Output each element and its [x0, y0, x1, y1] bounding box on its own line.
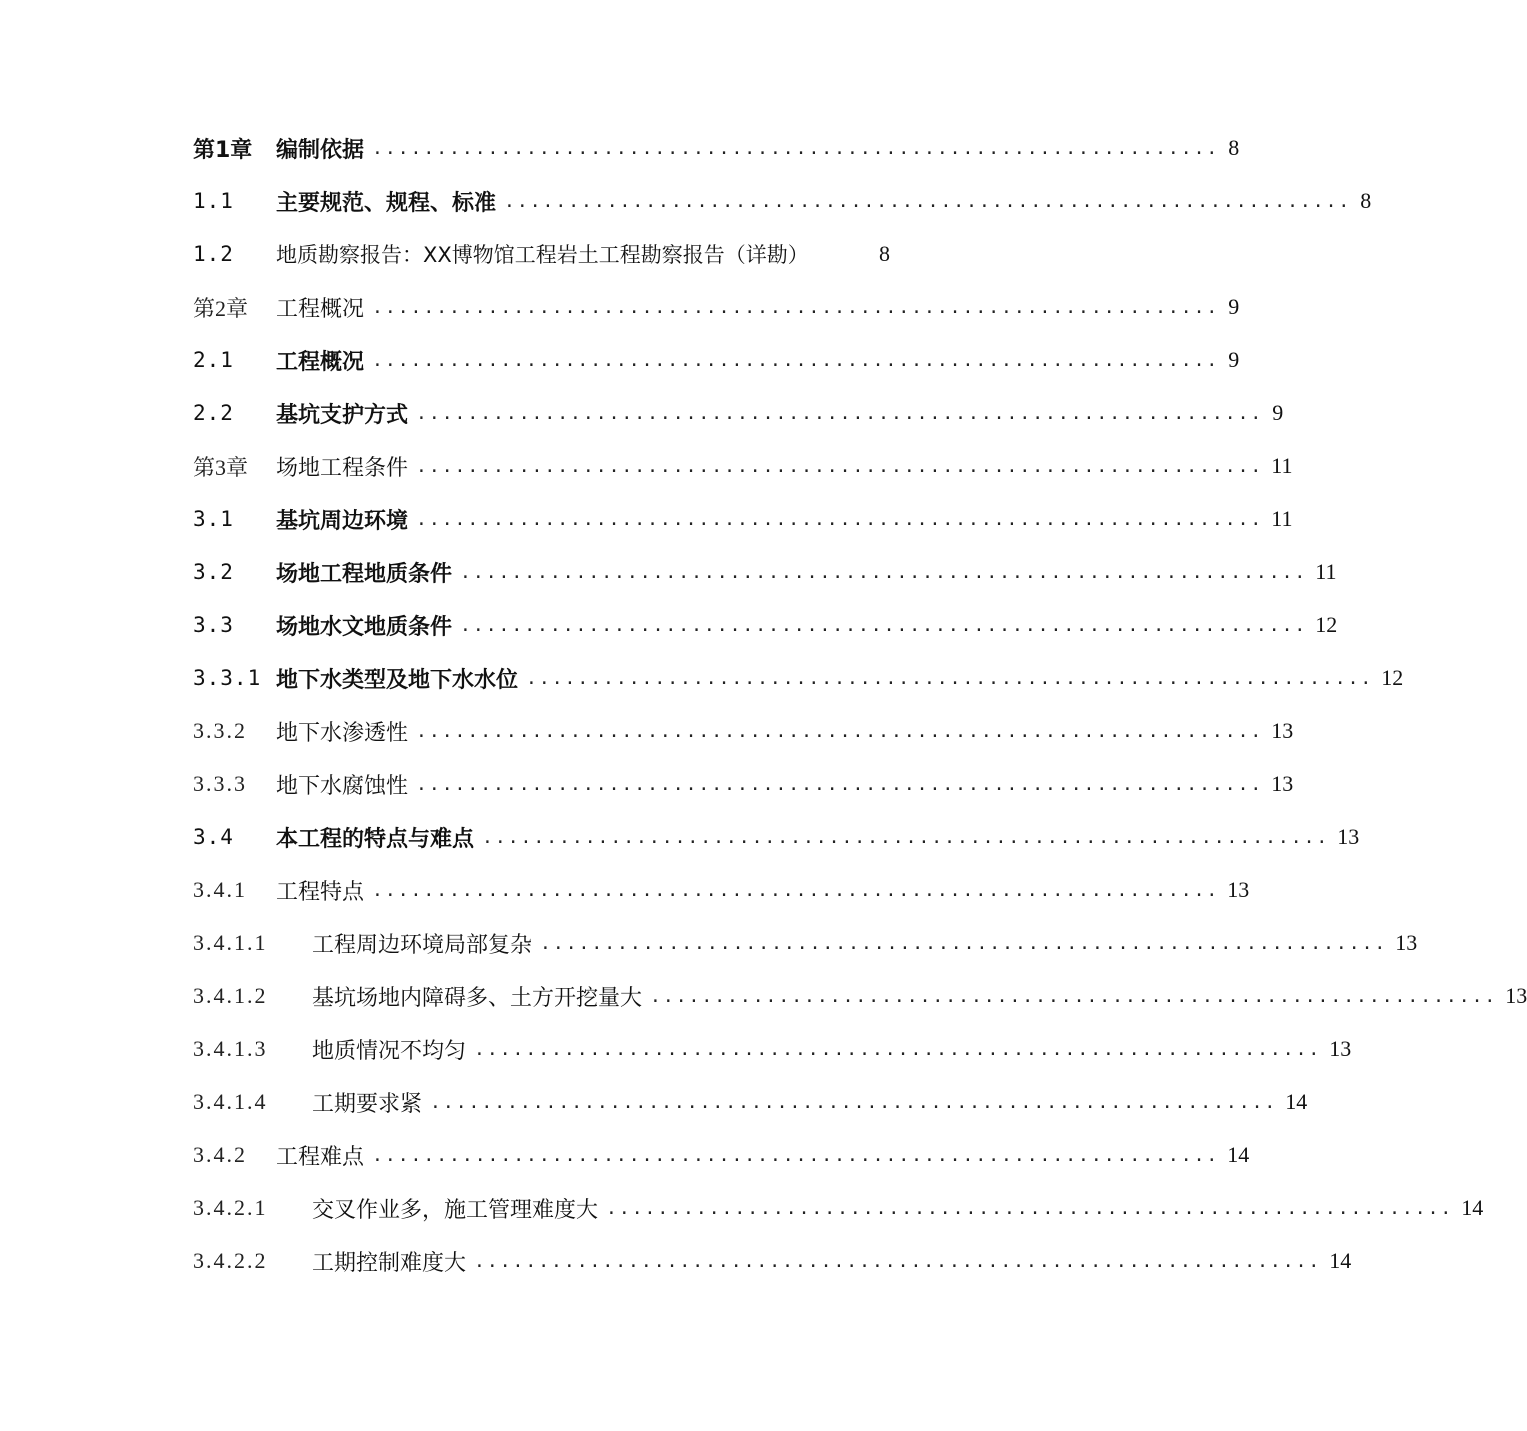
toc-entry-title: 工程难点 [276, 1144, 365, 1170]
toc-entry-title: 基坑周边环境 [276, 508, 409, 534]
toc-entry-3-4[interactable] [193, 817, 1360, 857]
toc-entry-number: 2.1 [193, 348, 234, 372]
toc-entry-number: 3.3.2 [193, 718, 247, 743]
toc-entry-page: 14 [1329, 1248, 1352, 1273]
toc-entry-number: 3.4.2.1 [193, 1195, 268, 1220]
toc-dot-leader: .................................................................. [416, 508, 1264, 530]
toc-entry-title: 基坑场地内障碍多、土方开挖量大 [312, 985, 643, 1011]
toc-entry-number: 3.4.1.1 [193, 930, 268, 955]
toc-dot-leader: .................................................................. [416, 720, 1264, 742]
toc-dot-leader: .................................................................. [460, 561, 1308, 583]
toc-entry-number: 3.4.1 [193, 877, 247, 902]
toc-entry-3-2[interactable] [193, 552, 1337, 592]
toc-entry-title: 地质情况不均匀 [312, 1038, 467, 1064]
toc-entry-3-3[interactable] [193, 605, 1338, 645]
toc-entry-2-2[interactable] [193, 393, 1284, 433]
toc-entry-title: 场地工程地质条件 [276, 561, 453, 587]
toc-entry-number: 2.2 [193, 401, 234, 425]
toc-entry-title: 场地工程条件 [276, 455, 409, 481]
toc-entry-number: 3.4 [193, 825, 234, 849]
toc-entry-3-1[interactable] [193, 499, 1293, 539]
toc-entry-number: 第2章 [193, 295, 249, 321]
toc-dot-leader: .................................................................. [474, 1250, 1322, 1272]
toc-entry-title: 地下水腐蚀性 [276, 773, 409, 799]
toc-entry-number: 3.4.2.2 [193, 1248, 268, 1273]
toc-entry-page: 14 [1227, 1142, 1250, 1167]
toc-entry-number: 3.1 [193, 507, 234, 531]
toc-entry-page: 14 [1285, 1089, 1308, 1114]
toc-entry-title: 工程特点 [276, 879, 365, 905]
toc-dot-leader: .................................................................. [474, 1038, 1322, 1060]
toc-entry-number: 3.4.2 [193, 1142, 247, 1167]
toc-entry-page: 13 [1395, 930, 1418, 955]
toc-entry-3-4-1-3[interactable] [193, 1029, 1352, 1069]
toc-dot-leader: .................................................................. [430, 1091, 1278, 1113]
toc-entry-page: 9 [1272, 400, 1284, 425]
toc-dot-leader: .................................................................. [416, 402, 1264, 424]
toc-entry-title: 交叉作业多，施工管理难度大 [312, 1197, 599, 1223]
toc-entry-3-4-1[interactable] [193, 870, 1250, 910]
toc-entry-1-2[interactable] [193, 234, 890, 274]
toc-dot-leader: .................................................................. [606, 1197, 1454, 1219]
toc-entry-page: 11 [1315, 559, 1337, 584]
toc-entry-number: 3.3.1 [193, 666, 262, 690]
toc-entry-3-4-2[interactable] [193, 1135, 1250, 1175]
toc-dot-leader: .................................................................. [416, 773, 1264, 795]
toc-dot-leader: .................................................................. [372, 349, 1220, 371]
toc-entry-page: 13 [1271, 771, 1294, 796]
toc-entry-title: 工期要求紧 [312, 1091, 423, 1117]
toc-entry-3-4-1-2[interactable] [193, 976, 1527, 1016]
toc-entry-page: 8 [879, 241, 890, 266]
toc-entry-3-4-1-1[interactable] [193, 923, 1418, 963]
toc-entry-title: 主要规范、规程、标准 [276, 190, 497, 216]
toc-dot-leader: .................................................................. [460, 614, 1308, 636]
toc-dot-leader: .................................................................. [372, 1144, 1220, 1166]
toc-dot-leader: .................................................................. [540, 932, 1388, 954]
toc-entry-page: 8 [1360, 188, 1372, 213]
toc-entry-title: 基坑支护方式 [276, 402, 409, 428]
toc-entry-number: 3.3 [193, 613, 234, 637]
toc-entry-title: 地下水渗透性 [276, 720, 409, 746]
toc-dot-leader: .................................................................. [526, 667, 1374, 689]
toc-entry-number: 第3章 [193, 454, 249, 480]
toc-entry-3-3-1[interactable] [193, 658, 1404, 698]
toc-dot-leader: .................................................................. [372, 296, 1220, 318]
toc-entry-page: 13 [1337, 824, 1360, 849]
toc-entry-3-3-3[interactable] [193, 764, 1294, 804]
toc-entry-number: 3.4.1.2 [193, 983, 268, 1008]
toc-entry-3-4-2-1[interactable] [193, 1188, 1484, 1228]
toc-dot-leader: .................................................................. [372, 879, 1220, 901]
toc-dot-leader: .................................................................. [650, 985, 1498, 1007]
toc-entry-title: 地质勘察报告：XX博物馆工程岩土工程勘察报告（详勘） [276, 243, 809, 267]
toc-entry-3-3-2[interactable] [193, 711, 1294, 751]
toc-entry-title: 本工程的特点与难点 [276, 826, 475, 852]
toc-dot-leader: .................................................................. [482, 826, 1330, 848]
toc-entry-number: 1.2 [193, 242, 234, 266]
toc-entry-3-4-2-2[interactable] [193, 1241, 1352, 1281]
toc-entry-page: 13 [1329, 1036, 1352, 1061]
toc-entry-number: 3.3.3 [193, 771, 247, 796]
toc-entry-page: 9 [1228, 294, 1240, 319]
toc-dot-leader: .................................................................. [416, 455, 1264, 477]
toc-entry-number: 3.4.1.3 [193, 1036, 268, 1061]
toc-entry-title: 地下水类型及地下水水位 [276, 667, 519, 693]
toc-entry-number: 3.2 [193, 560, 234, 584]
toc-entry-page: 8 [1228, 135, 1240, 160]
toc-dot-leader: .................................................................. [504, 190, 1352, 212]
toc-entry-page: 11 [1271, 506, 1293, 531]
toc-entry-title: 工程概况 [276, 296, 365, 322]
toc-entry-number: 1.1 [193, 189, 234, 213]
toc-entry-2-1[interactable] [193, 340, 1240, 380]
toc-dot-leader: .................................................................. [372, 137, 1220, 159]
toc-entry-chapter-2[interactable] [193, 287, 1240, 327]
toc-entry-page: 11 [1271, 453, 1293, 478]
toc-entry-page: 9 [1228, 347, 1240, 372]
toc-entry-page: 14 [1461, 1195, 1484, 1220]
toc-entry-chapter-3[interactable] [193, 446, 1293, 486]
toc-entry-page: 12 [1381, 665, 1404, 690]
toc-entry-title: 工期控制难度大 [312, 1250, 467, 1276]
toc-entry-3-4-1-4[interactable] [193, 1082, 1308, 1122]
toc-entry-number: 3.4.1.4 [193, 1089, 268, 1114]
toc-entry-chapter-1[interactable] [193, 128, 1240, 168]
toc-entry-number: 第1章 [193, 137, 253, 163]
toc-entry-page: 12 [1315, 612, 1338, 637]
toc-entry-page: 13 [1505, 983, 1527, 1008]
toc-entry-page: 13 [1227, 877, 1250, 902]
toc-entry-title: 场地水文地质条件 [276, 614, 453, 640]
toc-entry-1-1[interactable] [193, 181, 1372, 221]
toc-entry-page: 13 [1271, 718, 1294, 743]
toc-entry-title: 工程周边环境局部复杂 [312, 932, 533, 958]
toc-entry-title: 工程概况 [276, 349, 365, 375]
toc-entry-title: 编制依据 [276, 137, 365, 163]
